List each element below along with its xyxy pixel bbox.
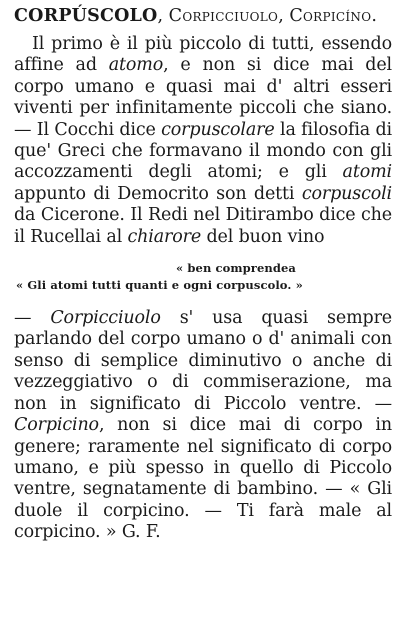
italic-term: corpuscolare [161, 119, 275, 140]
text-segment: — [14, 308, 51, 329]
text-segment: , non si dice mai di corpo in genere; raramente nel significato di corpo umano, e più spesso in quello di Piccolo ventre, segnatamente di bambino. — « Gli duole il corpicino. — Ti farà male al corpicino. » G. F. [14, 415, 392, 543]
text-segment: del buon vino [201, 226, 325, 247]
italic-term: Corpicciuolo [50, 308, 161, 329]
variant-corpicciuolo: Corpicciuolo [168, 6, 279, 26]
definition-paragraph-2 [14, 308, 392, 543]
text-segment: la filosofia di que' Greci che formavano il mondo con gli accozzamenti degli atomi; e gli [14, 119, 392, 183]
italic-term: chiarore [127, 226, 202, 247]
text-segment: da Cicerone. Il Redi nel Ditirambo dice che il Rucellai al [14, 205, 392, 247]
entry-heading [14, 4, 392, 28]
text-segment: , e non si dice mai del corpo umano e quasi mai d' altri esseri viventi per infinitamente piccoli che siano. — Il Cocchi dice [14, 55, 392, 140]
italic-term: atomi [342, 162, 392, 183]
variant-corpicino: Corpicíno. [289, 6, 378, 26]
italic-term: atomo [108, 55, 164, 76]
heading-separator: , [278, 6, 290, 26]
definition-paragraph-1 [14, 34, 392, 248]
headword: CORPÚSCOLO [14, 6, 158, 26]
text-segment: s' usa quasi sempre parlando del corpo umano o d' animali con senso di semplice diminutivo o anche di vezzeggiativo o di commiserazione, ma non in significato di Piccolo ventre. — [14, 308, 392, 414]
italic-term: corpuscoli [301, 183, 392, 204]
dictionary-entry [14, 4, 392, 544]
italic-term: Corpicino [14, 415, 99, 436]
text-segment: Il primo è il più piccolo di tutti, essendo affine ad [14, 34, 392, 76]
quote-line-2: « Gli atomi tutti quanti e ogni corpuscolo. » [16, 278, 303, 293]
text-segment: appunto di Democrito son detti [14, 183, 302, 204]
verse-quotation [14, 260, 392, 294]
quote-line-1: « ben comprendea [176, 261, 296, 276]
heading-separator: , [157, 6, 169, 26]
